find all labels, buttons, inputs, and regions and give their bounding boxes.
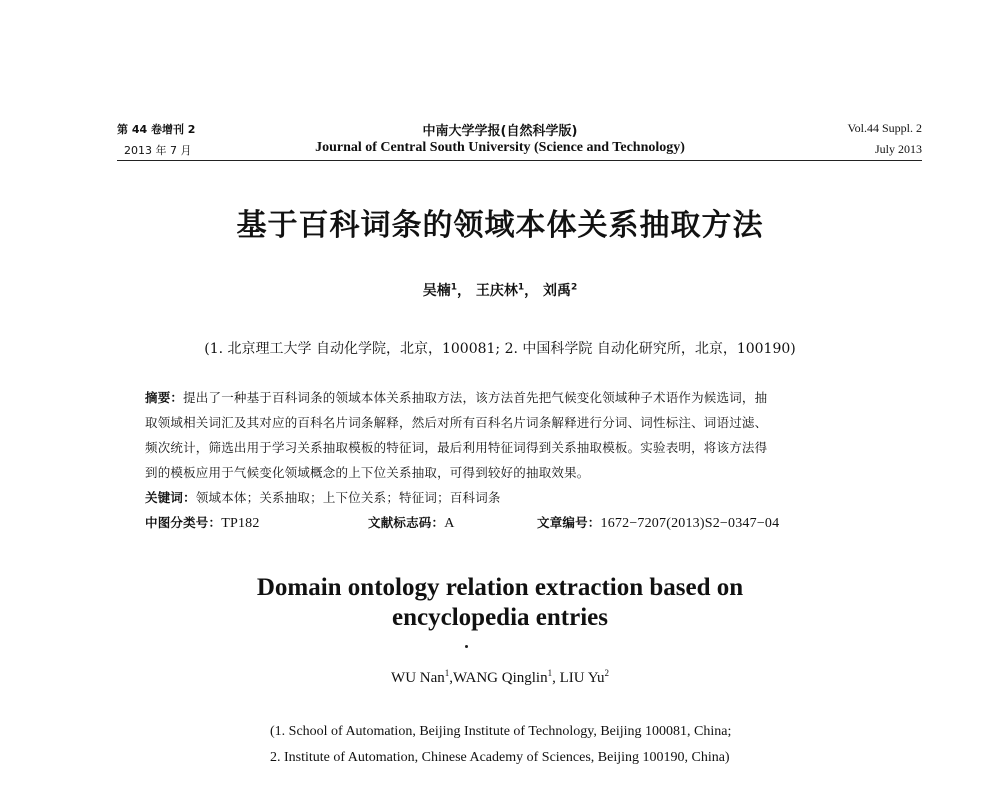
volume-issue-en: Vol.44 Suppl. 2 — [847, 121, 922, 135]
author-separator: ， — [456, 283, 471, 299]
author-affil-mark: 1 — [547, 668, 553, 678]
author-name: LIU Yu — [559, 670, 605, 686]
article-number-label: 文章编号： — [537, 515, 601, 530]
author-name: 刘禹 — [543, 283, 571, 299]
journal-name-en: Journal of Central South University (Science and Technology) — [315, 140, 685, 155]
abstract-label: 摘要： — [145, 390, 184, 405]
document-code-label: 文献标志码： — [368, 515, 445, 530]
authors-en: WU Nan$^1$,WANG Qinglin$^1$, LIU Yu$^2$ — [391, 668, 609, 686]
document-code — [368, 513, 455, 532]
affiliation-cn: (1. 北京理工大学 自动化学院，北京，100081; 2. 中国科学院 自动化研究所，北京，100190) — [204, 341, 796, 357]
author-name: 吴楠 — [422, 283, 451, 299]
affiliation-en-line2: 2. Institute of Automation, Chinese Academy of Sciences, Beijing 100190, China) — [270, 750, 730, 765]
affiliation-en-line1: (1. School of Automation, Beijing Institute of Technology, Beijing 100081, China; — [270, 724, 732, 739]
document-code-value: A — [444, 516, 455, 531]
keywords — [145, 488, 501, 506]
author-name: 王庆林 — [475, 283, 518, 299]
header-rule — [117, 160, 922, 161]
author-affil-mark: 1 — [450, 282, 457, 293]
author-affil-mark: 2 — [571, 282, 578, 293]
author-affil-mark: 1 — [444, 668, 450, 678]
author-name: WANG Qinglin — [453, 670, 548, 686]
title-en-line2: encyclopedia entries — [392, 604, 608, 631]
abstract-line: 频次统计，筛选出用于学习关系抽取模板的特征词，最后利用特征词得到关系抽取模板。实验表明，将该方法得 — [145, 440, 768, 455]
author-affil-mark: 1 — [517, 282, 525, 293]
author-affil-mark: 2 — [604, 668, 609, 678]
title-en-line1: Domain ontology relation extraction based on — [256, 574, 744, 601]
author-separator: ， — [524, 283, 539, 299]
scan-speck — [465, 645, 468, 648]
keywords-label: 关键词： — [145, 490, 196, 505]
date-en: July 2013 — [874, 142, 922, 156]
abstract-line: 到的模板应用于气候变化领域概念的上下位关系抽取，可得到较好的抽取效果。 — [145, 465, 590, 480]
article-number — [537, 513, 779, 532]
volume-issue-cn: 第 44 卷增刊 2 — [117, 123, 196, 136]
classification-label: 中图分类号： — [145, 515, 222, 530]
article-number-value: 1672−7207(2013)S2−0347−04 — [600, 516, 780, 531]
abstract-line — [145, 388, 767, 406]
classification — [145, 513, 260, 532]
keywords-value: 领域本体；关系抽取；上下位关系；特征词；百科词条 — [195, 490, 501, 505]
abstract-text: 提出了一种基于百科词条的领域本体关系抽取方法，该方法首先把气候变化领域种子术语作为候选词，抽 — [183, 390, 768, 405]
author-name: WU Nan — [391, 670, 445, 686]
date-cn: 2013 年 7 月 — [124, 144, 192, 157]
abstract-line: 取领域相关词汇及其对应的百科名片词条解释，然后对所有百科名片词条解释进行分词、词性标注、词语过滤、 — [145, 415, 768, 430]
classification-value: TP182 — [221, 516, 260, 531]
authors-cn — [0, 280, 1000, 300]
title-cn: 基于百科词条的领域本体关系抽取方法 — [236, 208, 764, 243]
journal-name-cn: 中南大学学报(自然科学版) — [422, 124, 578, 139]
